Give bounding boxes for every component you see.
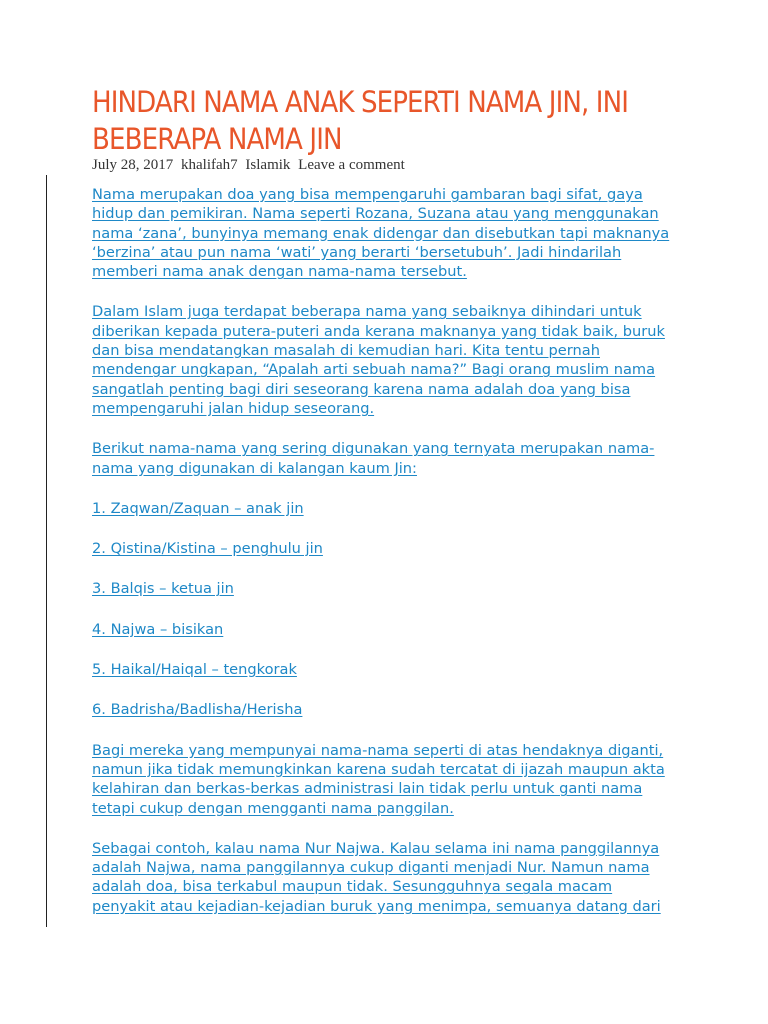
post-date[interactable]: July 28, 2017 [92,157,174,173]
post-author[interactable]: khalifah7 [181,157,238,173]
paragraph-example[interactable]: Sebagai contoh, kalau nama Nur Najwa. Kalau selama ini nama panggilannya adalah Najwa, nama panggilannya cukup diganti menjadi Nur. Namun nama adalah doa, bisa terkabul maupun tidak. Sesungguhnya segala macam penyakit atau kejadian-kejadian buruk yang menimpa, semuanya datang dari [92,839,661,915]
article-body [92,185,672,937]
list-item-najwa[interactable]: 4. Najwa – bisikan [92,620,224,638]
left-margin-rule [46,175,47,927]
paragraph-list-intro[interactable]: Berikut nama-nama yang sering digunakan yang ternyata merupakan nama-nama yang digunakan di kalangan kaum Jin: [92,440,655,477]
leave-comment-link[interactable]: Leave a comment [298,157,405,173]
paragraph-islam[interactable]: Dalam Islam juga terdapat beberapa nama yang sebaiknya dihindari untuk diberikan kepada putera-puteri anda kerana maknanya yang tidak baik, buruk dan bisa mendatangkan masalah di kemudian hari. Kita tentu pernah mendengar ungkapan, “Apalah arti sebuah nama?” Bagi orang muslim nama sangatlah penting bagi diri seseorang karena nama adalah doa yang bisa mempengaruhi jalan hidup seseorang. [92,303,665,417]
paragraph-advice[interactable]: Bagi mereka yang mempunyai nama-nama seperti di atas hendaknya diganti, namun jika tidak memungkinkan karena sudah tercatat di ijazah maupun akta kelahiran dan berkas-berkas administrasi lain tidak perlu untuk ganti nama tetapi cukup dengan mengganti nama panggilan. [92,741,665,817]
list-item-badrisha[interactable]: 6. Badrisha/Badlisha/Herisha [92,701,303,719]
paragraph-intro[interactable]: Nama merupakan doa yang bisa mempengaruhi gambaran bagi sifat, gaya hidup dan pemikiran. Nama seperti Rozana, Suzana atau yang menggunakan nama ‘zana’, bunyinya memang enak didengar dan disebutkan tapi maknanya ‘berzina’ atau pun nama ‘wati’ yang berarti ‘bersetubuh’. Jadi hindarilah memberi nama anak dengan nama-nama tersebut. [92,186,670,281]
list-item-qistina[interactable]: 2. Qistina/Kistina – penghulu jin [92,540,323,558]
article-title: HINDARI NAMA ANAK SEPERTI NAMA JIN, INI BEBERAPA NAMA JIN [92,85,629,156]
list-item-balqis[interactable]: 3. Balqis – ketua jin [92,580,234,598]
article-meta [92,156,405,174]
post-category[interactable]: Islamik [245,157,291,173]
list-item-zaqwan[interactable]: 1. Zaqwan/Zaquan – anak jin [92,499,304,517]
list-item-haikal[interactable]: 5. Haikal/Haiqal – tengkorak [92,661,297,679]
